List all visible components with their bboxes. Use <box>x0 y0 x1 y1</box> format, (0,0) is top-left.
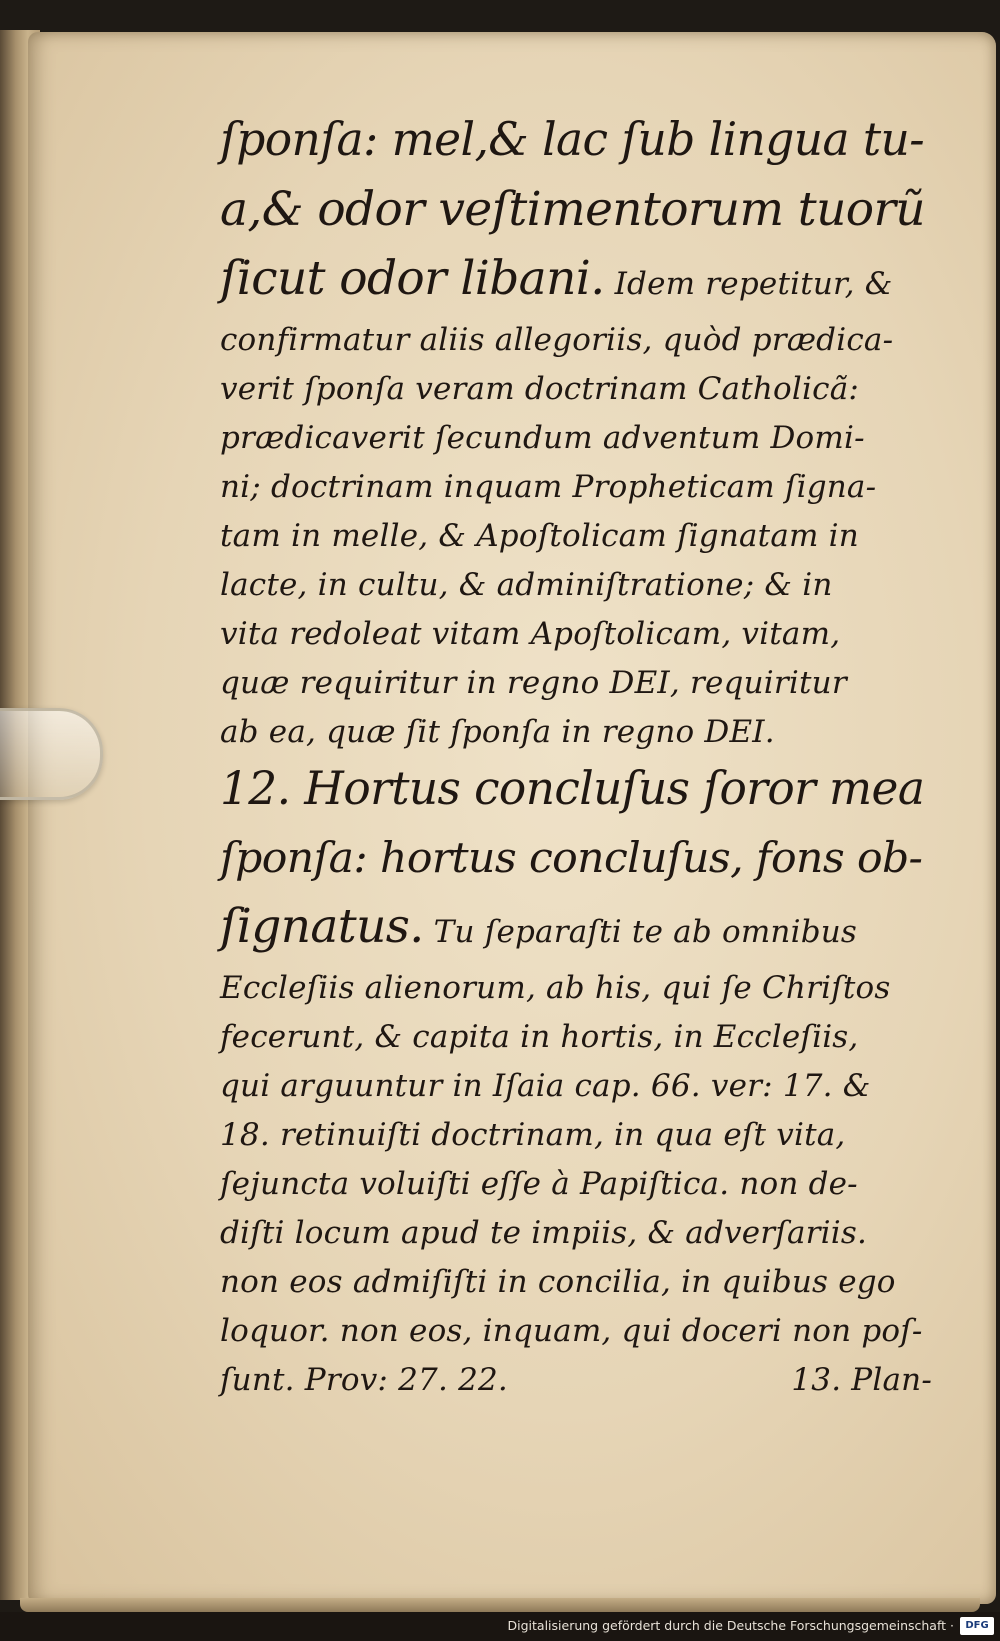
text-line: prædicaverit ſecundum adventum Domi- <box>220 420 865 456</box>
text-line: vita redoleat vitam Apoſtolicam, vitam, <box>220 616 841 652</box>
text-line: ſponſa: hortus concluſus, fons ob- <box>220 834 923 883</box>
last-line: ſunt. Prov: 27. 22. 13. Plan- <box>220 1356 932 1405</box>
text-line: ab ea, quæ ſit ſponſa in regno DEI. <box>220 714 775 750</box>
text-line: fecerunt, & capita in hortis, in Eccleſiis, <box>220 1019 859 1055</box>
text-line: quæ requiritur in regno DEI, requiritur <box>220 665 847 701</box>
text-line: ſejuncta voluiſti eſſe à Papiſtica. non de- <box>220 1166 858 1202</box>
text-line: ſponſa: mel,& lac ſub lingua tu- <box>220 113 925 166</box>
catchword: 13. Plan- <box>791 1362 932 1398</box>
text-line: confirmatur aliis allegoriis, quòd prædica- <box>220 322 894 358</box>
text-line: ni; doctrinam inquam Propheticam ſigna- <box>220 469 877 505</box>
dfg-logo: DFG <box>960 1617 994 1635</box>
page-clip <box>0 708 103 800</box>
book-bottom-edge <box>20 1598 980 1612</box>
funding-credit: Digitalisierung gefördert durch die Deutsche Forschungsgemeinschaft · <box>507 1618 954 1633</box>
text-line: 12. Hortus concluſus ſoror mea <box>220 762 925 815</box>
text-line: qui arguuntur in Iſaia cap. 66. ver: 17. & <box>220 1068 871 1104</box>
text-line: ſignatus. Tu ſeparaſti te ab omnibus <box>220 899 858 954</box>
text-line: verit ſponſa veram doctrinam Catholicã: <box>220 371 860 407</box>
footer-bar <box>0 1612 1000 1641</box>
text-line: 18. retinuiſti doctrinam, in qua eſt vita, <box>220 1117 846 1153</box>
text-line: a,& odor veſtimentorum tuorũ <box>220 182 925 237</box>
text-line: tam in melle, & Apoſtolicam ſignatam in <box>220 518 859 554</box>
page-text <box>220 108 932 1405</box>
text-line: diſti locum apud te impiis, & adverſariis. <box>220 1215 868 1251</box>
text-line: non eos admiſiſti in concilia, in quibus ego <box>220 1264 896 1300</box>
text-line: ſicut odor libani. Idem repetitur, & <box>220 251 893 306</box>
text-line: loquor. non eos, inquam, qui doceri non poſ- <box>220 1313 923 1349</box>
text-line: lacte, in cultu, & adminiſtratione; & in <box>220 567 833 603</box>
text-line: Eccleſiis alienorum, ab his, qui ſe Chriſtos <box>220 970 891 1006</box>
